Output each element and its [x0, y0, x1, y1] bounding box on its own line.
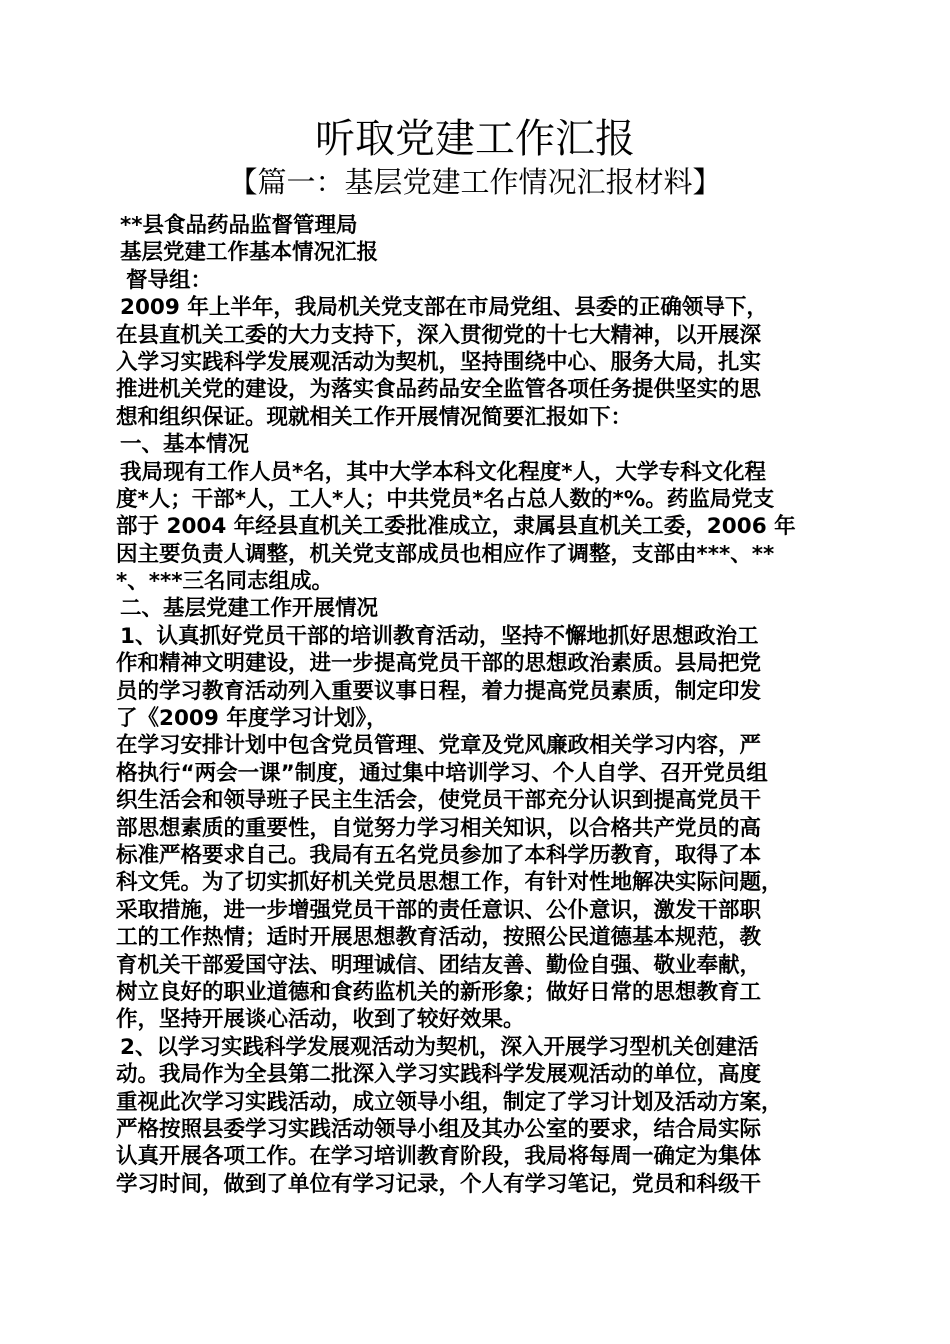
body-line: 采取措施，进一步增强党员干部的责任意识、公仆意识，激发干部职: [116, 897, 762, 923]
body-line: 员的学习教育活动列入重要议事日程，着力提高党员素质，制定印发: [116, 678, 762, 704]
body-line: 推进机关党的建设，为落实食品药品安全监管各项任务提供坚实的思: [116, 377, 762, 403]
body-line: 作，坚持开展谈心活动，收到了较好效果。: [116, 1007, 525, 1033]
body-line: 认真开展各项工作。在学习培训教育阶段，我局将每周一确定为集体: [116, 1144, 762, 1170]
body-line: 二、基层党建工作开展情况: [120, 596, 379, 622]
body-line: 部于 2004 年经县直机关工委批准成立，隶属县直机关工委，2006 年: [116, 514, 796, 540]
body-line: 树立良好的职业道德和食药监机关的新形象；做好日常的思想教育工: [116, 979, 762, 1005]
body-line: 工的工作热情；适时开展思想教育活动，按照公民道德基本规范，教: [116, 925, 762, 951]
body-line: 2009 年上半年，我局机关党支部在市局党组、县委的正确领导下，: [120, 295, 768, 321]
body-line: 育机关干部爱国守法、明理诚信、团结友善、勤俭自强、敬业奉献，: [116, 952, 762, 978]
body-line: 织生活会和领导班子民主生活会，使党员干部充分认识到提高党员干: [116, 788, 762, 814]
body-line: 度*人；干部*人，工人*人；中共党员*名占总人数的*%。药监局党支: [116, 486, 775, 512]
document-subtitle: 【篇一：基层党建工作情况汇报材料】: [228, 165, 722, 199]
body-line: 一、基本情况: [120, 432, 250, 458]
document-title: 听取党建工作汇报: [315, 116, 635, 162]
document-body: [116, 212, 838, 1198]
body-line: 督导组：: [126, 267, 213, 293]
body-line: 在学习安排计划中包含党员管理、党章及党风廉政相关学习内容，严: [116, 733, 762, 759]
body-line: 标准严格要求自己。我局有五名党员参加了本科学历教育，取得了本: [116, 842, 762, 868]
body-line: 因主要负责人调整，机关党支部成员也相应作了调整，支部由***、**: [116, 541, 775, 567]
body-line: 重视此次学习实践活动，成立领导小组，制定了学习计划及活动方案，: [116, 1089, 783, 1115]
body-line: 2、以学习实践科学发展观活动为契机，深入开展学习型机关创建活: [120, 1034, 759, 1060]
body-line: 我局现有工作人员*名，其中大学本科文化程度*人，大学专科文化程: [120, 459, 766, 485]
body-line: 格执行“两会一课”制度，通过集中培训学习、个人自学、召开党员组: [116, 760, 768, 786]
body-line: 入学习实践科学发展观活动为契机，坚持围绕中心、服务大局，扎实: [116, 349, 762, 375]
body-line: *、***三名同志组成。: [116, 569, 333, 595]
body-line: 严格按照县委学习实践活动领导小组及其办公室的要求，结合局实际: [116, 1116, 762, 1142]
body-line: 动。我局作为全县第二批深入学习实践科学发展观活动的单位，高度: [116, 1062, 762, 1088]
body-line: 了《2009 年度学习计划》，: [116, 706, 388, 732]
body-line: 部思想素质的重要性，自觉努力学习相关知识，以合格共产党员的高: [116, 815, 762, 841]
body-line: 在县直机关工委的大力支持下，深入贯彻党的十七大精神，以开展深: [116, 322, 762, 348]
body-line: 想和组织保证。现就相关工作开展情况简要汇报如下：: [116, 404, 633, 430]
body-line: 基层党建工作基本情况汇报: [120, 240, 379, 266]
body-line: 作和精神文明建设，进一步提高党员干部的思想政治素质。县局把党: [116, 651, 762, 677]
body-line: 学习时间，做到了单位有学习记录，个人有学习笔记，党员和科级干: [116, 1171, 762, 1197]
body-line: **县食品药品监督管理局: [120, 213, 358, 238]
body-line: 科文凭。为了切实抓好机关党员思想工作，有针对性地解决实际问题，: [116, 870, 783, 896]
body-line: 1、认真抓好党员干部的培训教育活动，坚持不懈地抓好思想政治工: [120, 623, 759, 649]
